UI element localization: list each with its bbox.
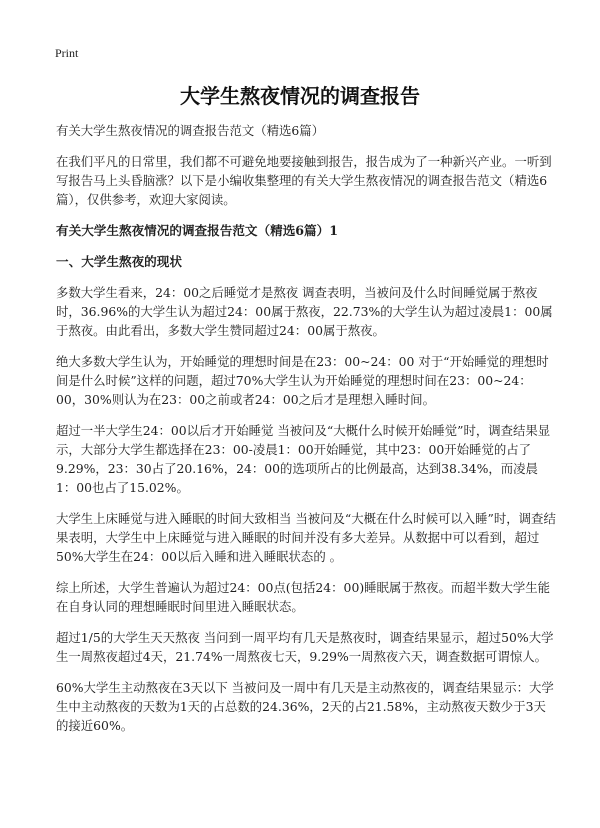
document-body	[56, 121, 556, 747]
body-paragraph: 大学生上床睡觉与进入睡眠的时间大致相当 当被问及“大概在什么时候可以入睡”时，调查结果表明，大学生中上床睡觉与进入睡眠的时间并没有多大差异。从数据中可以看到，超过50%大学生在24：00以后入睡和进入睡眠状态的 。	[56, 511, 556, 564]
section-heading: 一、大学生熬夜的现状	[56, 254, 182, 269]
document-title: 大学生熬夜情况的调查报告	[180, 84, 420, 108]
document-subtitle: 有关大学生熬夜情况的调查报告范文（精选6篇）	[56, 123, 325, 138]
intro-paragraph: 在我们平凡的日常里，我们都不可避免地要接触到报告，报告成为了一种新兴产业。一听到写报告马上头昏脑涨？以下是小编收集整理的有关大学生熬夜情况的调查报告范文（精选6篇），仅供参考，欢迎大家阅读。	[56, 154, 552, 207]
body-paragraph: 超过1/5的大学生天天熬夜 当问到一周平均有几天是熬夜时，调查结果显示，超过50%大学生一周熬夜超过4天，21.74%一周熬夜七天，9.29%一周熬夜六天，调查数据可谓惊人。	[56, 630, 554, 664]
print-label[interactable]: Print	[55, 46, 79, 60]
body-paragraph: 60%大学生主动熬夜在3天以下 当被问及一周中有几天是主动熬夜的，调查结果显示：大学生中主动熬夜的天数为1天的占总数的24.36%，2天的占21.58%，主动熬夜天数少于3天的接近60%。	[56, 680, 554, 733]
body-paragraph: 绝大多数大学生认为，开始睡觉的理想时间是在23：00~24：00 对于“开始睡觉的理想时间是什么时候”这样的问题，超过70%大学生认为开始睡觉的理想时间在23：00~24：00，30%则认为在23：00之前或者24：00之后才是理想入睡时间。	[56, 354, 549, 407]
section-title: 有关大学生熬夜情况的调查报告范文（精选6篇）1	[56, 223, 338, 238]
body-paragraph: 超过一半大学生24：00以后才开始睡觉 当被问及“大概什么时候开始睡觉”时，调查结果显示，大部分大学生都选择在23：00-凌晨1：00开始睡觉，其中23：00开始睡觉的占了9.29%，23：30占了20.16%，24：00的选项所占的比例最高，达到38.34%，而凌晨1：00也占了15.02%。	[56, 423, 551, 495]
body-paragraph: 多数大学生看来，24：00之后睡觉才是熬夜 调查表明，当被问及什么时间睡觉属于熬夜时，36.96%的大学生认为超过24：00属于熬夜，22.73%的大学生认为超过凌晨1：00属于熬夜。由此看出，多数大学生赞同超过24：00属于熬夜。	[56, 285, 553, 338]
body-paragraph: 综上所述，大学生普遍认为超过24：00点(包括24：00)睡眠属于熬夜。而超半数大学生能在自身认同的理想睡眠时间里进入睡眠状态。	[56, 580, 551, 614]
